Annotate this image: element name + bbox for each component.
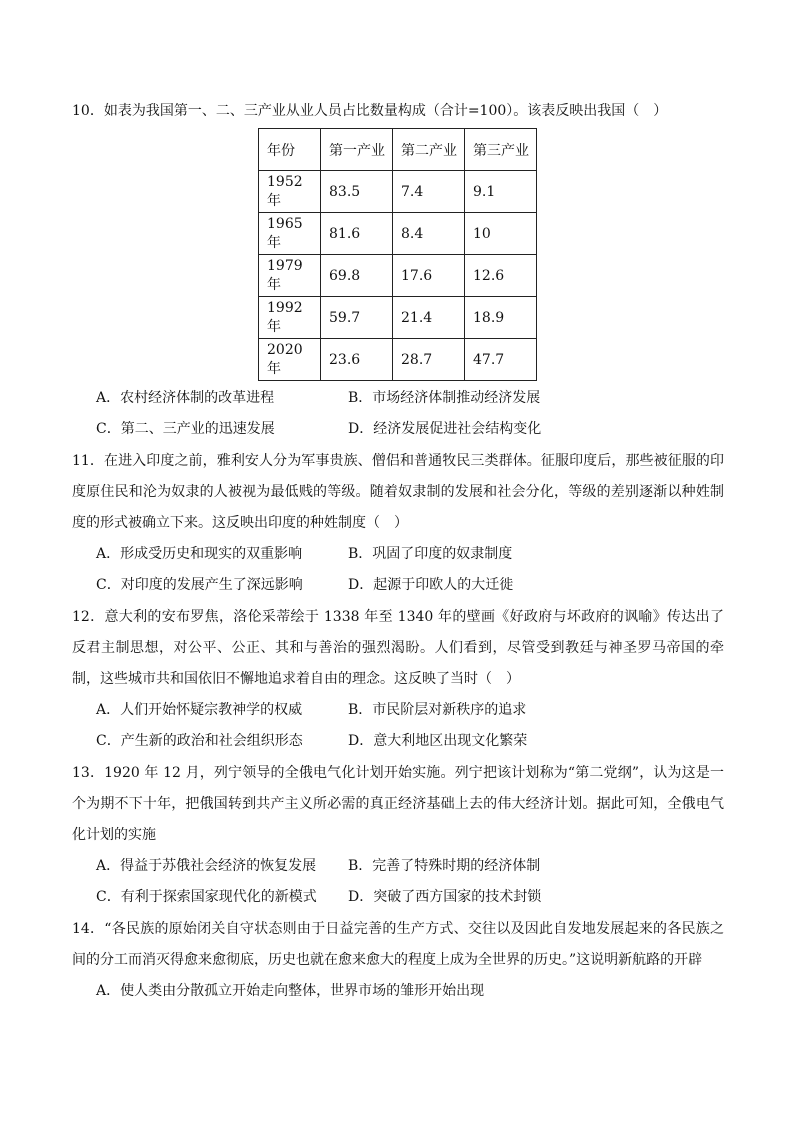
question-10-option-d[interactable]: D．经济发展促进社会结构变化 — [348, 421, 542, 437]
table-cell: 69.8 — [321, 255, 393, 297]
table-cell: 23.6 — [321, 339, 393, 381]
question-13-option-b[interactable]: B．完善了特殊时期的经济体制 — [348, 858, 541, 874]
question-11-option-a[interactable]: A．形成受历史和现实的双重影响 — [96, 546, 303, 562]
table-cell: 21.4 — [393, 297, 465, 339]
table-row — [259, 255, 537, 297]
employment-structure-table — [258, 128, 537, 381]
table-cell: 1965 年 — [259, 213, 321, 255]
table-header-cell: 第三产业 — [465, 129, 537, 171]
question-10-option-b[interactable]: B．市场经济体制推动经济发展 — [348, 390, 541, 406]
question-13-stem: 13．1920 年 12 月，列宁领导的全俄电气化计划开始实施。列宁把该计划称为“第二党纲”，认为这是一个为期不下十年，把俄国转到共产主义所必需的真正经济基础上去的伟大经济计划。据此可知，全俄电气化计划的实施 — [72, 765, 724, 843]
table-cell: 59.7 — [321, 297, 393, 339]
table-cell: 17.6 — [393, 255, 465, 297]
table-cell: 83.5 — [321, 171, 393, 213]
question-13-option-d[interactable]: D．突破了西方国家的技术封锁 — [348, 889, 542, 905]
question-11-option-d[interactable]: D．起源于印欧人的大迁徙 — [348, 577, 514, 593]
table-header-cell: 第二产业 — [393, 129, 465, 171]
table-header-cell: 年份 — [259, 129, 321, 171]
question-14-option-a[interactable]: A．使人类由分散孤立开始走向整体，世界市场的雏形开始出现 — [96, 983, 485, 999]
question-10-option-c[interactable]: C．第二、三产业的迅速发展 — [96, 421, 275, 437]
table-cell: 7.4 — [393, 171, 465, 213]
table-row — [259, 171, 537, 213]
question-11-stem: 11．在进入印度之前，雅利安人分为军事贵族、僧侣和普通牧民三类群体。征服印度后，那些被征服的印度原住民和沦为奴隶的人被视为最低贱的等级。随着奴隶制的发展和社会分化，等级的差别逐渐以种姓制度的形式被确立下来。这反映出印度的种姓制度（ ） — [72, 453, 724, 531]
table-header-row — [259, 129, 537, 171]
table-header-cell: 第一产业 — [321, 129, 393, 171]
table-cell: 1979 年 — [259, 255, 321, 297]
question-12-option-b[interactable]: B．市民阶层对新秩序的追求 — [348, 702, 527, 718]
question-10-option-a[interactable]: A．农村经济体制的改革进程 — [96, 390, 275, 406]
table-cell: 12.6 — [465, 255, 537, 297]
table-cell: 81.6 — [321, 213, 393, 255]
table-cell: 9.1 — [465, 171, 537, 213]
question-12-option-d[interactable]: D．意大利地区出现文化繁荣 — [348, 733, 528, 749]
question-11-option-c[interactable]: C．对印度的发展产生了深远影响 — [96, 577, 303, 593]
table-row — [259, 339, 537, 381]
question-11-option-b[interactable]: B．巩固了印度的奴隶制度 — [348, 546, 513, 562]
question-13-option-a[interactable]: A．得益于苏俄社会经济的恢复发展 — [96, 858, 317, 874]
question-10-stem: 10．如表为我国第一、二、三产业从业人员占比数量构成（合计=100）。该表反映出我国（ ） — [72, 103, 668, 119]
question-12-option-c[interactable]: C．产生新的政治和社会组织形态 — [96, 733, 303, 749]
table-cell: 1952 年 — [259, 171, 321, 213]
table-cell: 47.7 — [465, 339, 537, 381]
table-cell: 10 — [465, 213, 537, 255]
table-cell: 2020 年 — [259, 339, 321, 381]
table-cell: 8.4 — [393, 213, 465, 255]
table-cell: 18.9 — [465, 297, 537, 339]
table-cell: 1992 年 — [259, 297, 321, 339]
question-13-option-c[interactable]: C．有利于探索国家现代化的新模式 — [96, 889, 317, 905]
question-14-stem: 14．“各民族的原始闭关自守状态则由于日益完善的生产方式、交往以及因此自发地发展起来的各民族之间的分工而消灭得愈来愈彻底，历史也就在愈来愈大的程度上成为全世界的历史。”这说明新航路的开辟 — [72, 921, 724, 968]
table-row — [259, 297, 537, 339]
table-cell: 28.7 — [393, 339, 465, 381]
table-row — [259, 213, 537, 255]
question-12-stem: 12．意大利的安布罗焦，洛伦采蒂绘于 1338 年至 1340 年的壁画《好政府与坏政府的讽喻》传达出了反君主制思想，对公平、公正、其和与善治的强烈渴盼。人们看到，尽管受到教廷与神圣罗马帝国的牵制，这些城市共和国依旧不懈地追求着自由的理念。这反映了当时（ ） — [72, 609, 724, 687]
question-12-option-a[interactable]: A．人们开始怀疑宗教神学的权威 — [96, 702, 303, 718]
